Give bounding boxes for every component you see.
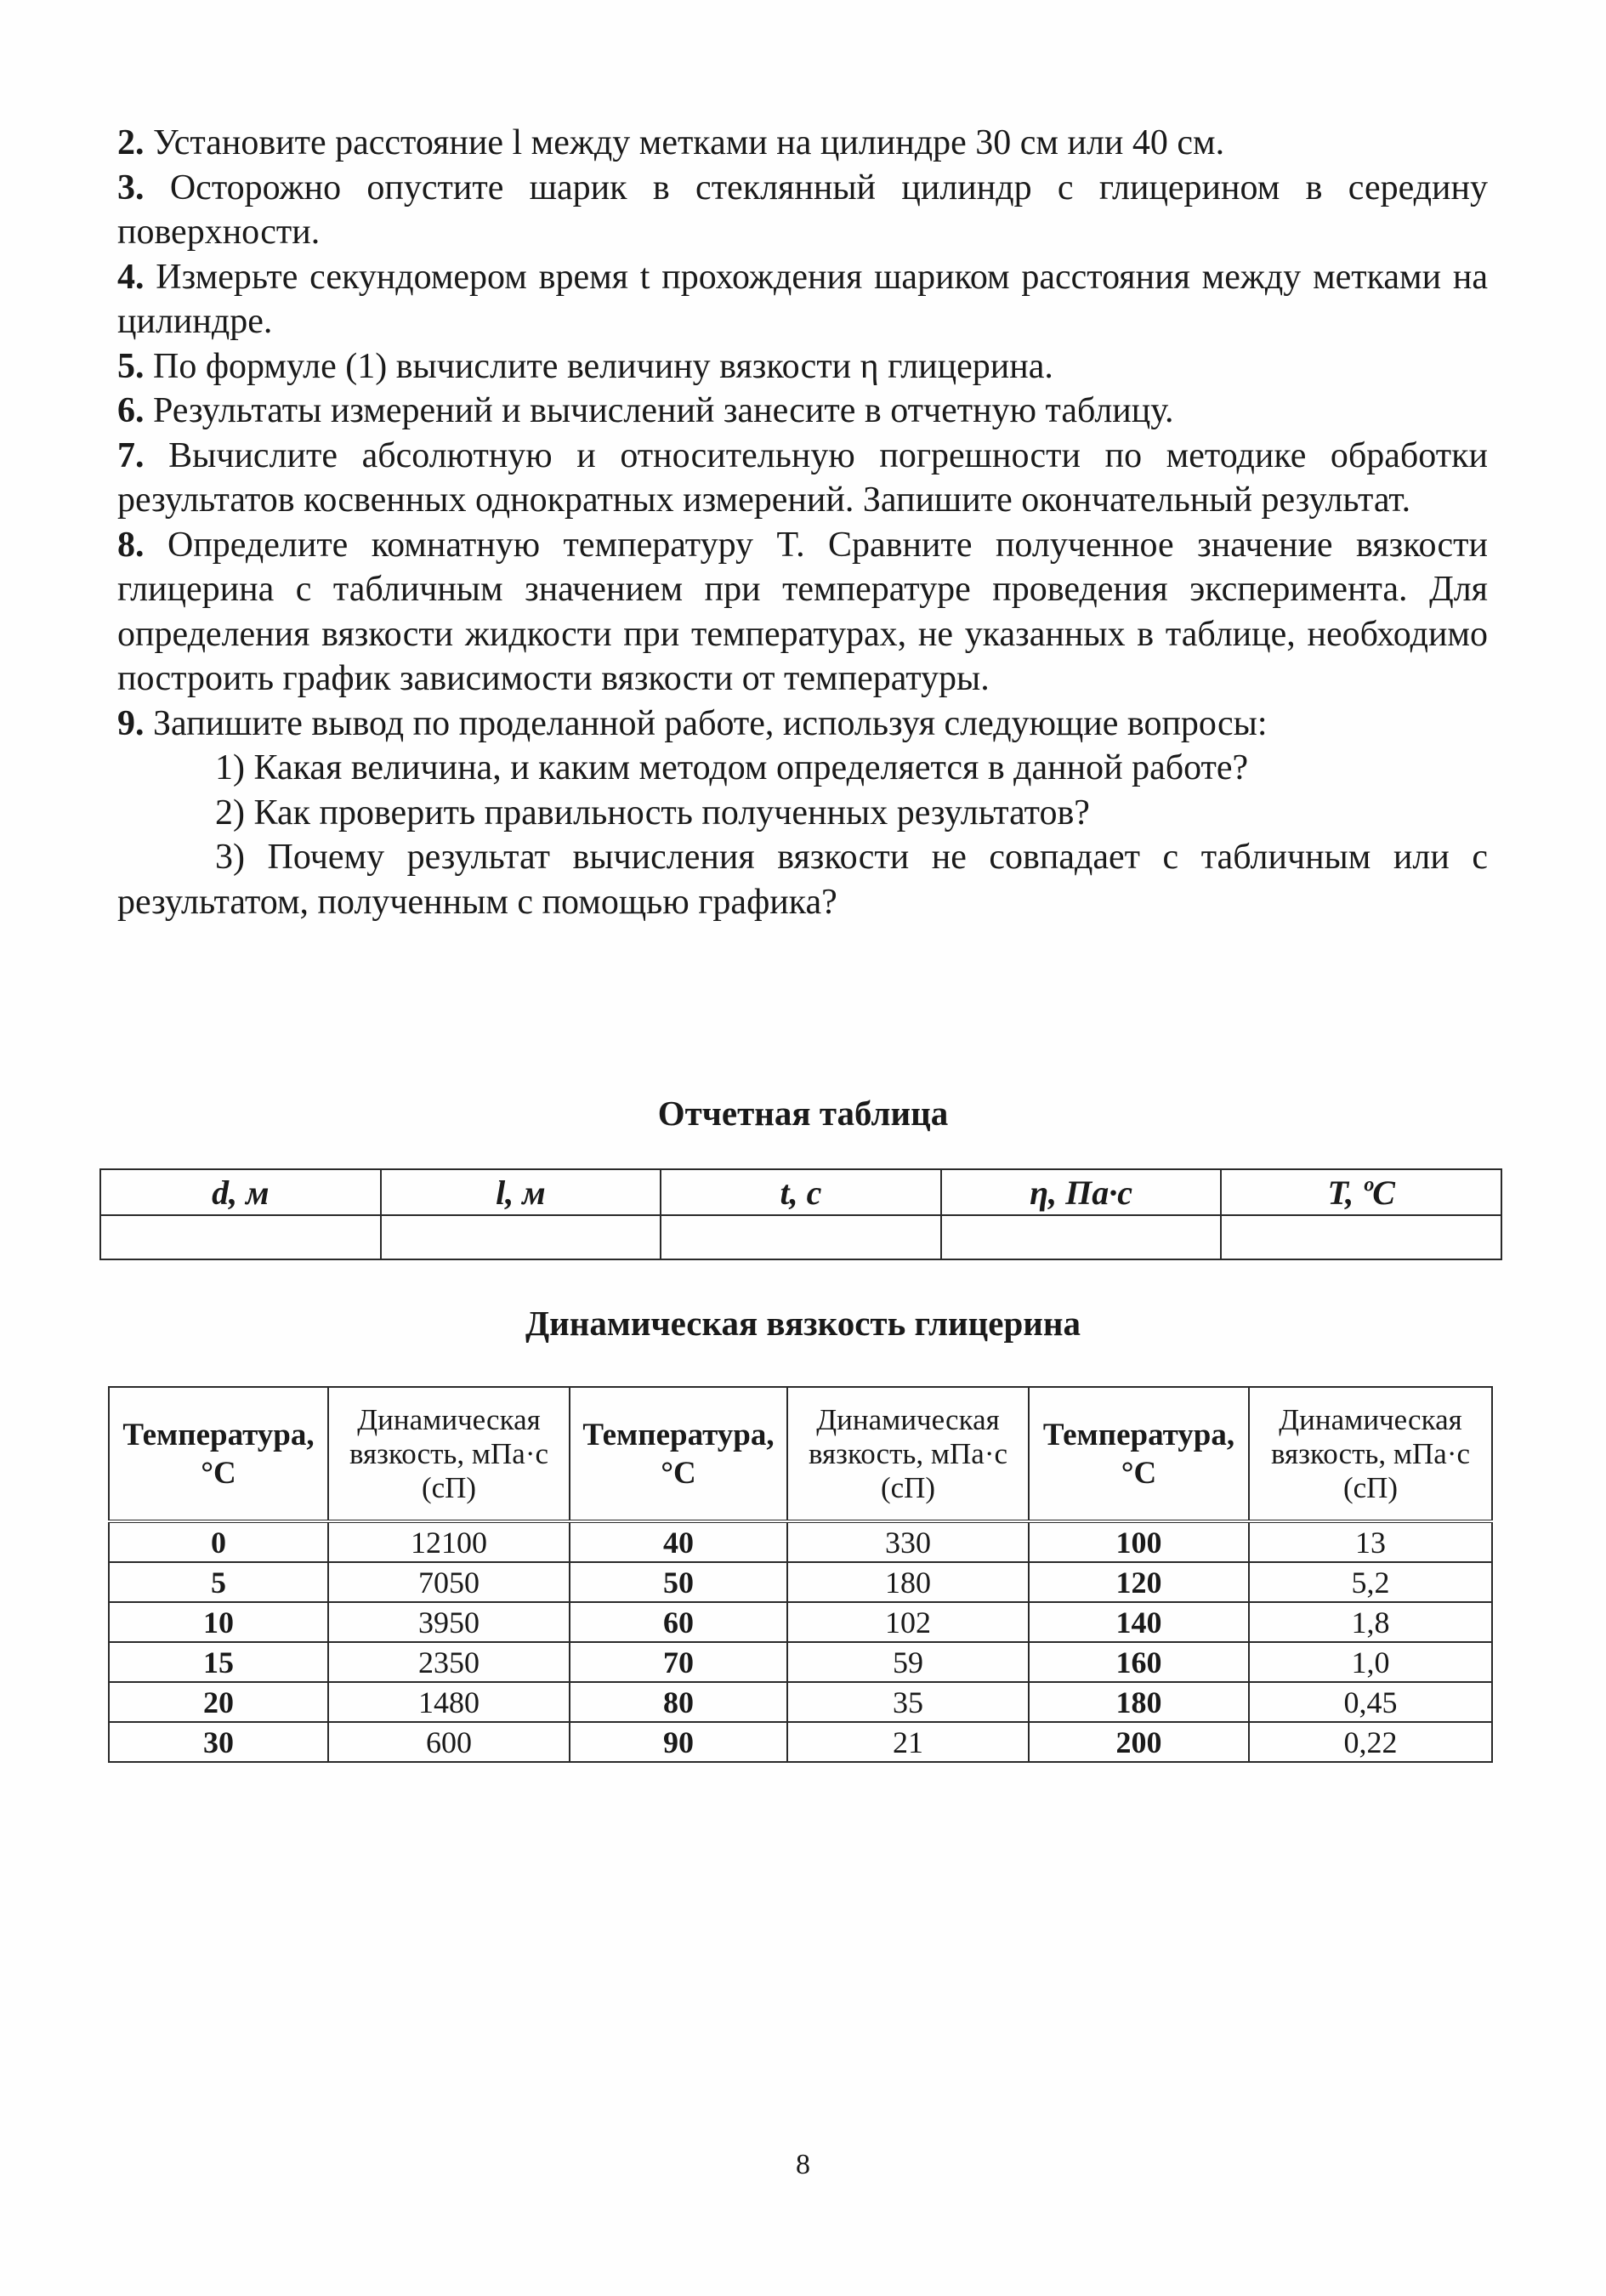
step-text: Вычислите абсолютную и относительную погрешности по методике обработки результатов косвенных однократных измерений. Запишите окончательный результат. [117,435,1488,520]
temperature-cell: 200 [1029,1722,1249,1762]
temperature-header: Температура, °C [109,1387,328,1521]
step-text: Осторожно опустите шарик в стеклянный цилиндр с глицерином в середину поверхности. [117,168,1489,252]
viscosity-cell: 1,8 [1249,1602,1492,1642]
viscosity-header: Динамическая вязкость, мПа·с (сП) [787,1387,1029,1521]
report-header-t: t, с [661,1169,941,1215]
step-text: Запишите вывод по проделанной работе, используя следующие вопросы: [153,703,1268,743]
step-8 [117,523,1488,702]
step-4 [117,255,1488,344]
step-text: Результаты измерений и вычислений занесите в отчетную таблицу. [153,391,1174,430]
temperature-cell: 180 [1029,1682,1249,1722]
viscosity-cell: 1480 [328,1682,570,1722]
report-header-temp: T, ºC [1221,1169,1501,1215]
step-number: 4. [117,257,145,297]
temperature-cell: 70 [570,1642,787,1682]
viscosity-header: Динамическая вязкость, мПа·с (сП) [1249,1387,1492,1521]
table-row [109,1682,1492,1722]
step-6 [117,389,1488,434]
procedure-steps [117,121,1488,924]
temperature-cell: 40 [570,1521,787,1562]
step-text: Определите комнатную температуру T. Сравните полученное значение вязкости глицерина с табличным значением при температуре проведения эксперимента. Для определения вязкости жидкости при температурах, не указанных в таблице, необходимо построить график зависимости вязкости от температуры. [117,525,1489,698]
report-header-d: d, м [100,1169,381,1215]
temperature-cell: 0 [109,1521,328,1562]
viscosity-cell: 330 [787,1521,1029,1562]
page-number: 8 [796,2149,810,2180]
viscosity-cell: 12100 [328,1521,570,1562]
table-row [109,1722,1492,1762]
step-text: Измерьте секундомером время t прохождения шариком расстояния между метками на цилиндре. [117,257,1489,341]
report-cell [381,1215,661,1259]
temperature-header: Температура, °C [1029,1387,1249,1521]
temperature-cell: 50 [570,1562,787,1602]
viscosity-cell: 35 [787,1682,1029,1722]
step-number: 6. [117,391,145,430]
step-number: 8. [117,525,145,565]
viscosity-table-title: Динамическая вязкость глицерина [525,1304,1081,1343]
temperature-cell: 160 [1029,1642,1249,1682]
temperature-cell: 100 [1029,1521,1249,1562]
viscosity-cell: 21 [787,1722,1029,1762]
report-table-title: Отчетная таблица [657,1094,949,1133]
temperature-cell: 10 [109,1602,328,1642]
viscosity-cell: 102 [787,1602,1029,1642]
viscosity-cell: 1,0 [1249,1642,1492,1682]
table-row [109,1562,1492,1602]
step-number: 5. [117,346,145,386]
temperature-cell: 20 [109,1682,328,1722]
step-text: По формуле (1) вычислите величину вязкости η глицерина. [153,346,1053,386]
step-7 [117,434,1488,523]
report-cell [100,1215,381,1259]
viscosity-header: Динамическая вязкость, мПа·с (сП) [328,1387,570,1521]
report-cell [941,1215,1222,1259]
temperature-cell: 15 [109,1642,328,1682]
table-row [109,1642,1492,1682]
question-3: 3) Почему результат вычисления вязкости не совпадает с табличным или с результатом, полученным с помощью графика? [117,838,1488,922]
temperature-cell: 80 [570,1682,787,1722]
step-9 [117,702,1488,747]
viscosity-cell: 3950 [328,1602,570,1642]
step-5 [117,344,1488,389]
question-2: 2) Как проверить правильность полученных результатов? [215,793,1090,833]
temperature-cell: 5 [109,1562,328,1602]
step-number: 3. [117,168,145,207]
question-1: 1) Какая величина, и каким методом определяется в данной работе? [215,748,1249,787]
step-2 [117,121,1488,166]
temperature-header: Температура, °C [570,1387,787,1521]
temperature-cell: 90 [570,1722,787,1762]
step-number: 7. [117,435,145,475]
step-text: Установите расстояние l между метками на цилиндре 30 см или 40 см. [153,123,1225,162]
step-number: 2. [117,123,145,162]
viscosity-cell: 7050 [328,1562,570,1602]
table-row [109,1521,1492,1562]
report-cell [1221,1215,1501,1259]
temperature-cell: 30 [109,1722,328,1762]
viscosity-cell: 0,22 [1249,1722,1492,1762]
viscosity-cell: 600 [328,1722,570,1762]
viscosity-cell: 2350 [328,1642,570,1682]
step-number: 9. [117,703,145,743]
viscosity-cell: 0,45 [1249,1682,1492,1722]
report-empty-row [100,1215,1501,1259]
viscosity-table [108,1386,1493,1763]
report-header-eta: η, Па·с [941,1169,1222,1215]
viscosity-cell: 59 [787,1642,1029,1682]
table-row [109,1602,1492,1642]
report-table [99,1168,1502,1260]
temperature-cell: 60 [570,1602,787,1642]
temperature-cell: 140 [1029,1602,1249,1642]
viscosity-cell: 13 [1249,1521,1492,1562]
temperature-cell: 120 [1029,1562,1249,1602]
report-cell [661,1215,941,1259]
report-header-l: l, м [381,1169,661,1215]
viscosity-cell: 180 [787,1562,1029,1602]
viscosity-cell: 5,2 [1249,1562,1492,1602]
step-3 [117,166,1488,255]
